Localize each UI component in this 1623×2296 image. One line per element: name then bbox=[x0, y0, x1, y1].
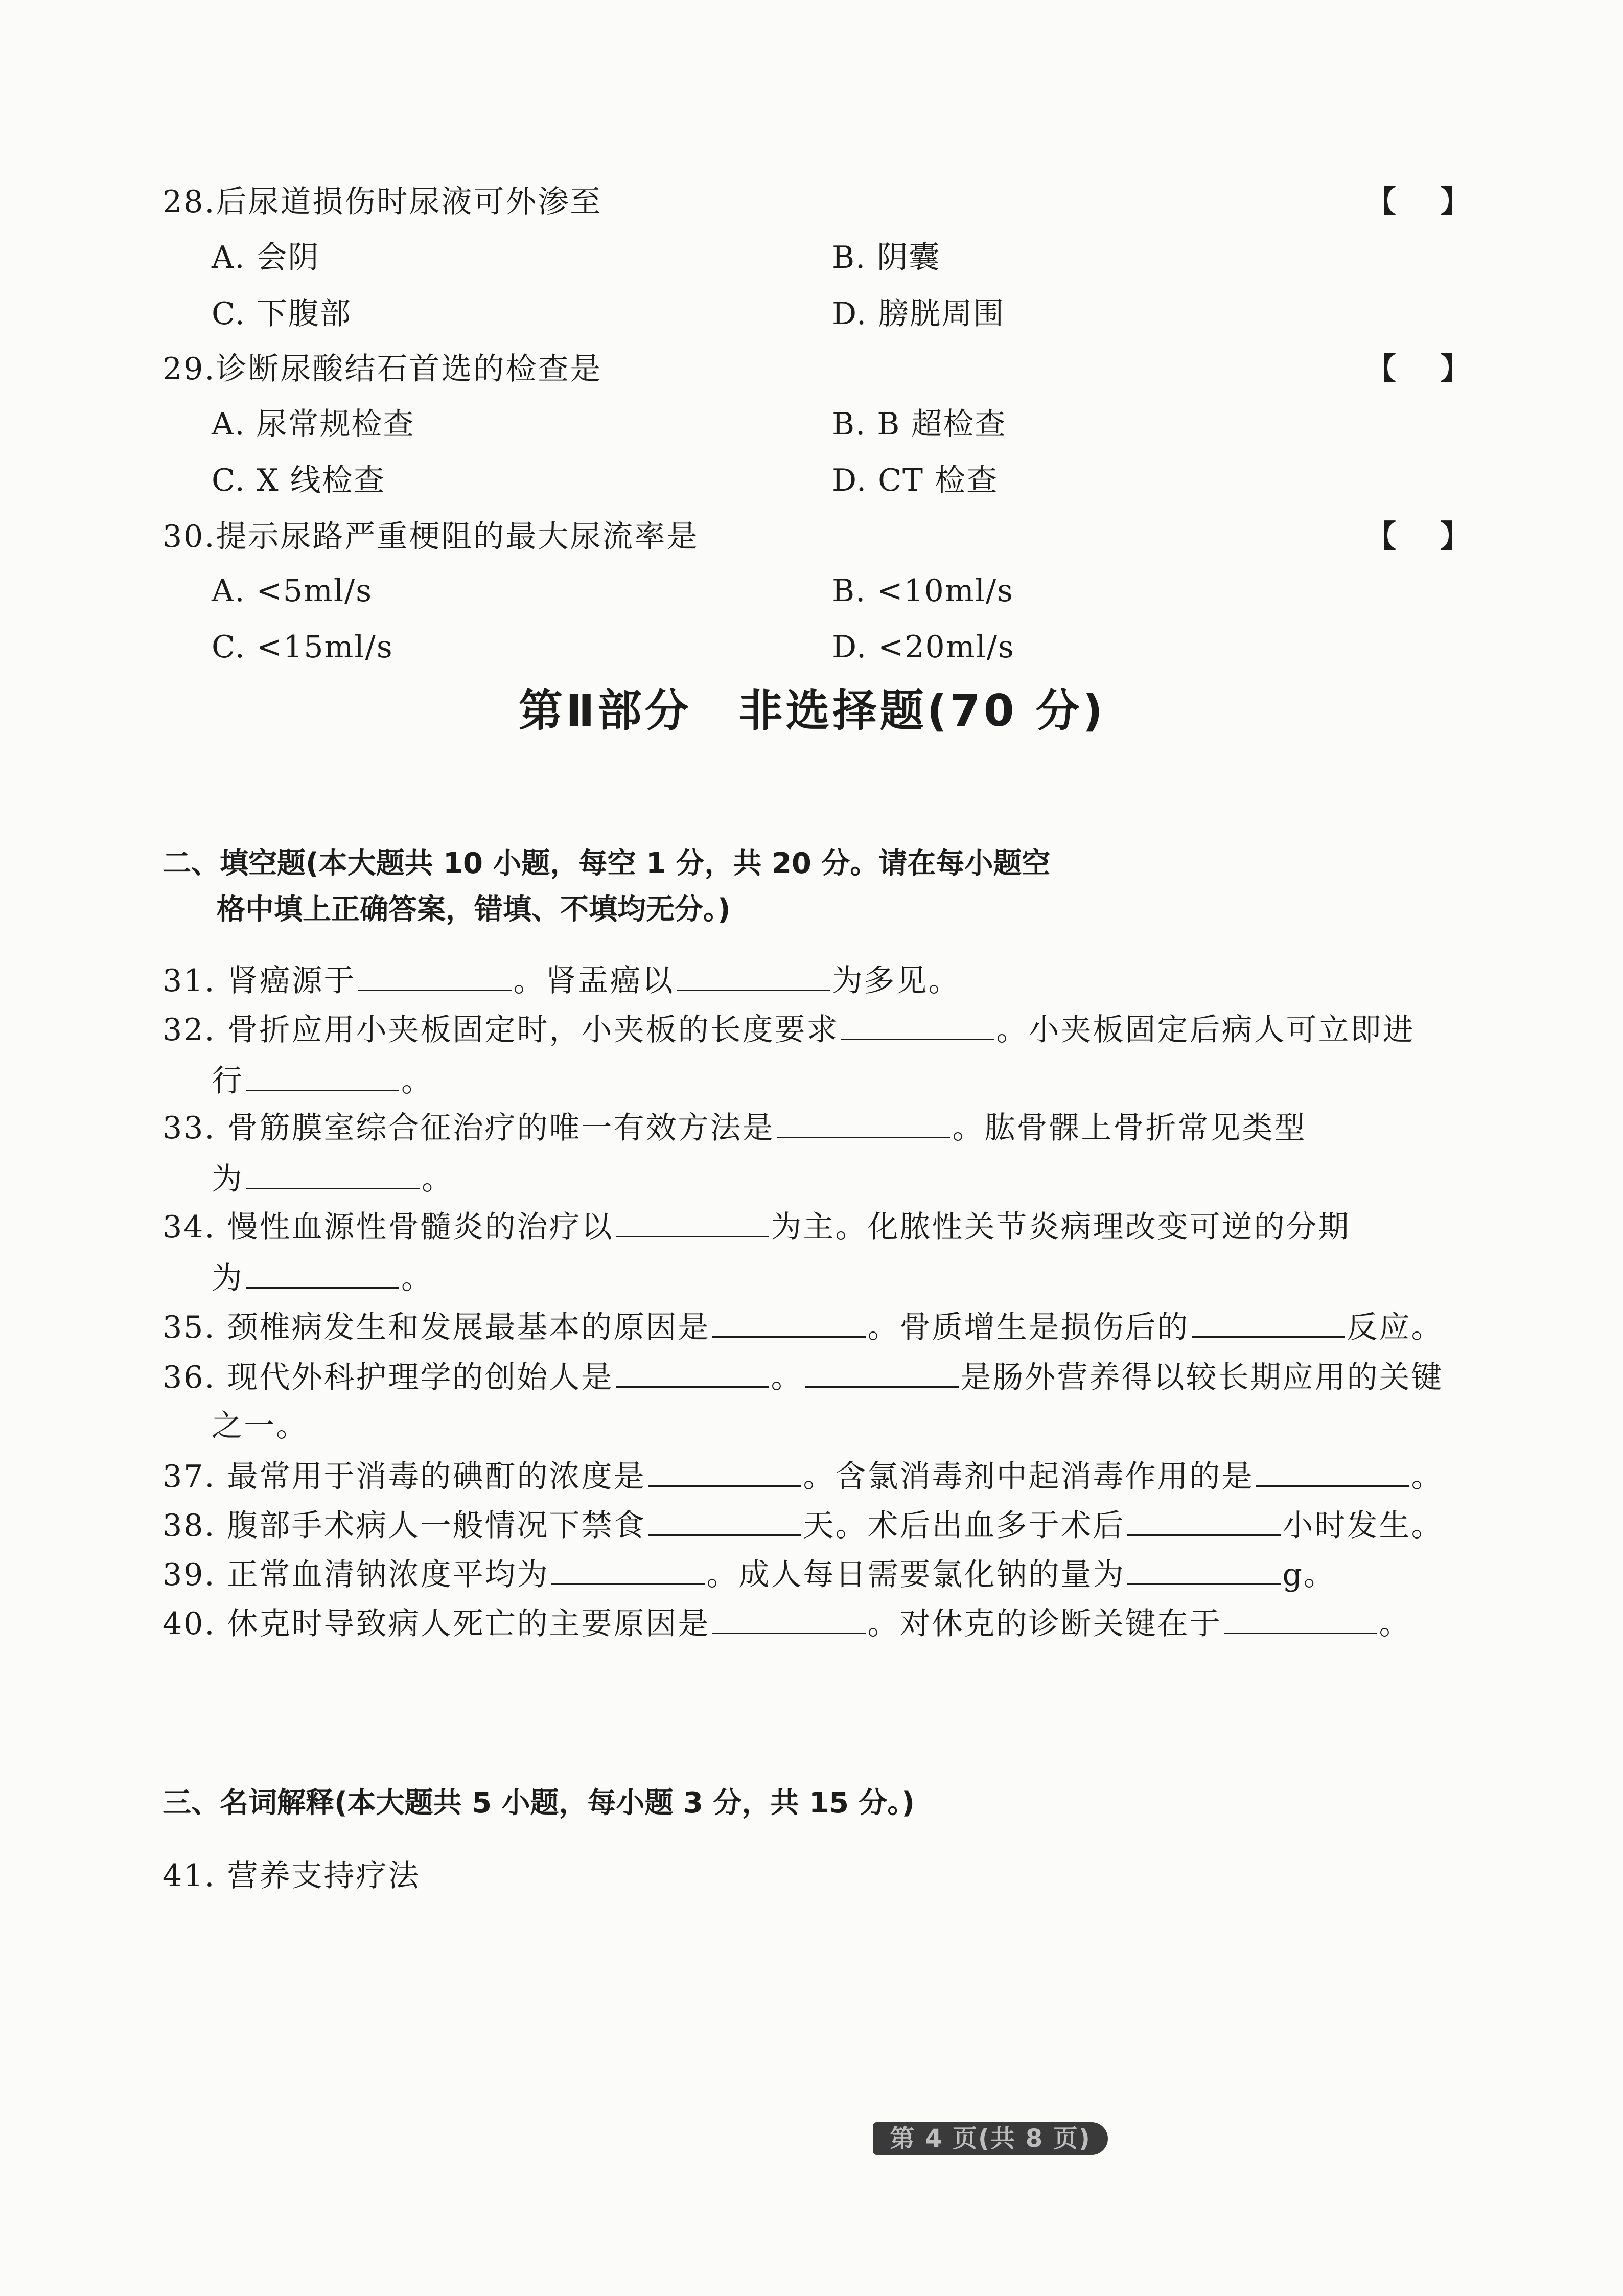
question-text: 提示尿路严重梗阻的最大尿流率是 bbox=[216, 519, 699, 555]
answer-blank[interactable] bbox=[1127, 1559, 1281, 1585]
question-text: 36. 现代外科护理学的创始人是 bbox=[163, 1360, 614, 1395]
question-36-continued: 之一。 bbox=[212, 1408, 308, 1444]
question-text: 。对休克的诊断关键在于 bbox=[867, 1606, 1222, 1642]
question-text: 是肠外营养得以较长期应用的关键 bbox=[960, 1360, 1444, 1395]
option-c: C. <15ml/s bbox=[212, 629, 393, 665]
question-text: 38. 腹部手术病人一般情况下禁食 bbox=[163, 1508, 646, 1544]
question-text: 为主。化脓性关节炎病理改变可逆的分期 bbox=[771, 1209, 1351, 1245]
answer-blank[interactable] bbox=[841, 1014, 994, 1040]
question-29 bbox=[163, 351, 602, 387]
section-heading-definitions: 三、名词解释(本大题共 5 小题，每小题 3 分，共 15 分。) bbox=[163, 1786, 915, 1820]
question-37 bbox=[163, 1459, 1444, 1495]
answer-blank[interactable] bbox=[648, 1510, 801, 1536]
question-text: g。 bbox=[1282, 1557, 1336, 1593]
question-32-continued bbox=[212, 1063, 433, 1099]
question-33 bbox=[163, 1110, 1307, 1146]
question-text: 为多见。 bbox=[831, 963, 961, 999]
question-number: 28. bbox=[163, 184, 216, 220]
answer-blank[interactable] bbox=[358, 965, 512, 991]
answer-blank[interactable] bbox=[616, 1362, 769, 1388]
question-34 bbox=[163, 1211, 1351, 1243]
question-text: 31. 肾癌源于 bbox=[163, 963, 356, 999]
question-28 bbox=[163, 184, 602, 220]
option-b: B. B 超检查 bbox=[832, 406, 1007, 442]
option-d: D. <20ml/s bbox=[832, 629, 1015, 665]
question-text: 。小夹板固定后病人可立即进 bbox=[996, 1012, 1415, 1048]
question-41: 41. 营养支持疗法 bbox=[163, 1858, 421, 1894]
question-text: 。 bbox=[1411, 1459, 1444, 1495]
answer-bracket-close: 】 bbox=[1440, 519, 1471, 555]
question-text: 。成人每日需要氯化钠的量为 bbox=[706, 1557, 1125, 1593]
answer-blank[interactable] bbox=[1256, 1461, 1409, 1487]
question-text: 为 bbox=[212, 1161, 244, 1197]
answer-blank[interactable] bbox=[777, 1112, 950, 1138]
question-38 bbox=[163, 1508, 1444, 1544]
question-31 bbox=[163, 963, 961, 999]
option-c: C. 下腹部 bbox=[212, 296, 352, 332]
option-c: C. X 线检查 bbox=[212, 463, 385, 498]
question-36 bbox=[163, 1362, 1444, 1393]
answer-blank[interactable] bbox=[1127, 1510, 1281, 1536]
option-d: D. CT 检查 bbox=[832, 463, 999, 498]
question-text: 诊断尿酸结石首选的检查是 bbox=[216, 351, 602, 387]
question-32 bbox=[163, 1012, 1415, 1048]
answer-bracket-open: 【 bbox=[1365, 184, 1396, 220]
answer-blank[interactable] bbox=[246, 1163, 420, 1189]
option-a: A. <5ml/s bbox=[212, 573, 373, 609]
answer-bracket-open: 【 bbox=[1365, 351, 1396, 387]
answer-bracket-close: 】 bbox=[1440, 184, 1471, 220]
answer-blank[interactable] bbox=[616, 1211, 769, 1237]
answer-blank[interactable] bbox=[246, 1065, 399, 1091]
question-text: 行 bbox=[212, 1063, 244, 1099]
question-text: 。 bbox=[401, 1063, 433, 1099]
answer-blank[interactable] bbox=[1224, 1608, 1377, 1634]
answer-bracket-open: 【 bbox=[1365, 519, 1396, 555]
question-text: 天。术后出血多于术后 bbox=[803, 1508, 1125, 1544]
question-text: 33. 骨筋膜室综合征治疗的唯一有效方法是 bbox=[163, 1110, 775, 1146]
question-text: 34. 慢性血源性骨髓炎的治疗以 bbox=[163, 1209, 614, 1245]
option-b: B. 阴囊 bbox=[832, 240, 941, 275]
question-text: 为 bbox=[212, 1260, 244, 1296]
question-text: 。骨质增生是损伤后的 bbox=[867, 1310, 1190, 1345]
page-number-badge: 第 4 页(共 8 页) bbox=[873, 2122, 1108, 2155]
question-text: 。 bbox=[771, 1360, 803, 1395]
question-33-continued bbox=[212, 1163, 454, 1195]
question-text: 32. 骨折应用小夹板固定时，小夹板的长度要求 bbox=[163, 1012, 839, 1048]
answer-blank[interactable] bbox=[1192, 1312, 1345, 1338]
section-instructions: 格中填上正确答案，错填、不填均无分。) bbox=[217, 893, 731, 926]
question-text: 。含氯消毒剂中起消毒作用的是 bbox=[803, 1459, 1254, 1495]
answer-blank[interactable] bbox=[648, 1461, 801, 1487]
question-text: 。肾盂癌以 bbox=[513, 963, 675, 999]
answer-bracket-close: 】 bbox=[1440, 351, 1471, 387]
question-35 bbox=[163, 1312, 1444, 1343]
question-text: 35. 颈椎病发生和发展最基本的原因是 bbox=[163, 1310, 710, 1345]
question-text: 反应。 bbox=[1347, 1310, 1444, 1345]
question-text: 39. 正常血清钠浓度平均为 bbox=[163, 1557, 549, 1593]
section-heading-fill-in: 二、填空题(本大题共 10 小题，每空 1 分，共 20 分。请在每小题空 bbox=[163, 847, 1051, 880]
question-text: 37. 最常用于消毒的碘酊的浓度是 bbox=[163, 1459, 646, 1495]
option-d: D. 膀胱周围 bbox=[832, 296, 1005, 332]
question-text: 后尿道损伤时尿液可外渗至 bbox=[216, 184, 602, 220]
answer-blank[interactable] bbox=[551, 1559, 705, 1585]
question-text: 40. 休克时导致病人死亡的主要原因是 bbox=[163, 1606, 710, 1642]
answer-blank[interactable] bbox=[677, 965, 830, 991]
question-text: 。肱骨髁上骨折常见类型 bbox=[952, 1110, 1307, 1146]
option-a: A. 尿常规检查 bbox=[212, 406, 415, 442]
question-text: 。 bbox=[422, 1161, 454, 1197]
answer-blank[interactable] bbox=[805, 1362, 959, 1388]
question-text: 小时发生。 bbox=[1282, 1508, 1444, 1544]
question-text: 。 bbox=[1379, 1606, 1411, 1642]
answer-blank[interactable] bbox=[246, 1262, 399, 1289]
question-30 bbox=[163, 519, 699, 555]
option-b: B. <10ml/s bbox=[832, 573, 1014, 609]
question-number: 29. bbox=[163, 351, 216, 387]
part-heading: 第Ⅱ部分 非选择题(70 分) bbox=[519, 685, 1106, 737]
question-number: 30. bbox=[163, 519, 216, 555]
answer-blank[interactable] bbox=[712, 1608, 866, 1634]
answer-blank[interactable] bbox=[712, 1312, 866, 1338]
question-text: 。 bbox=[401, 1260, 433, 1296]
question-39 bbox=[163, 1557, 1336, 1593]
question-40 bbox=[163, 1606, 1411, 1642]
option-a: A. 会阴 bbox=[212, 240, 320, 275]
question-34-continued bbox=[212, 1262, 433, 1294]
